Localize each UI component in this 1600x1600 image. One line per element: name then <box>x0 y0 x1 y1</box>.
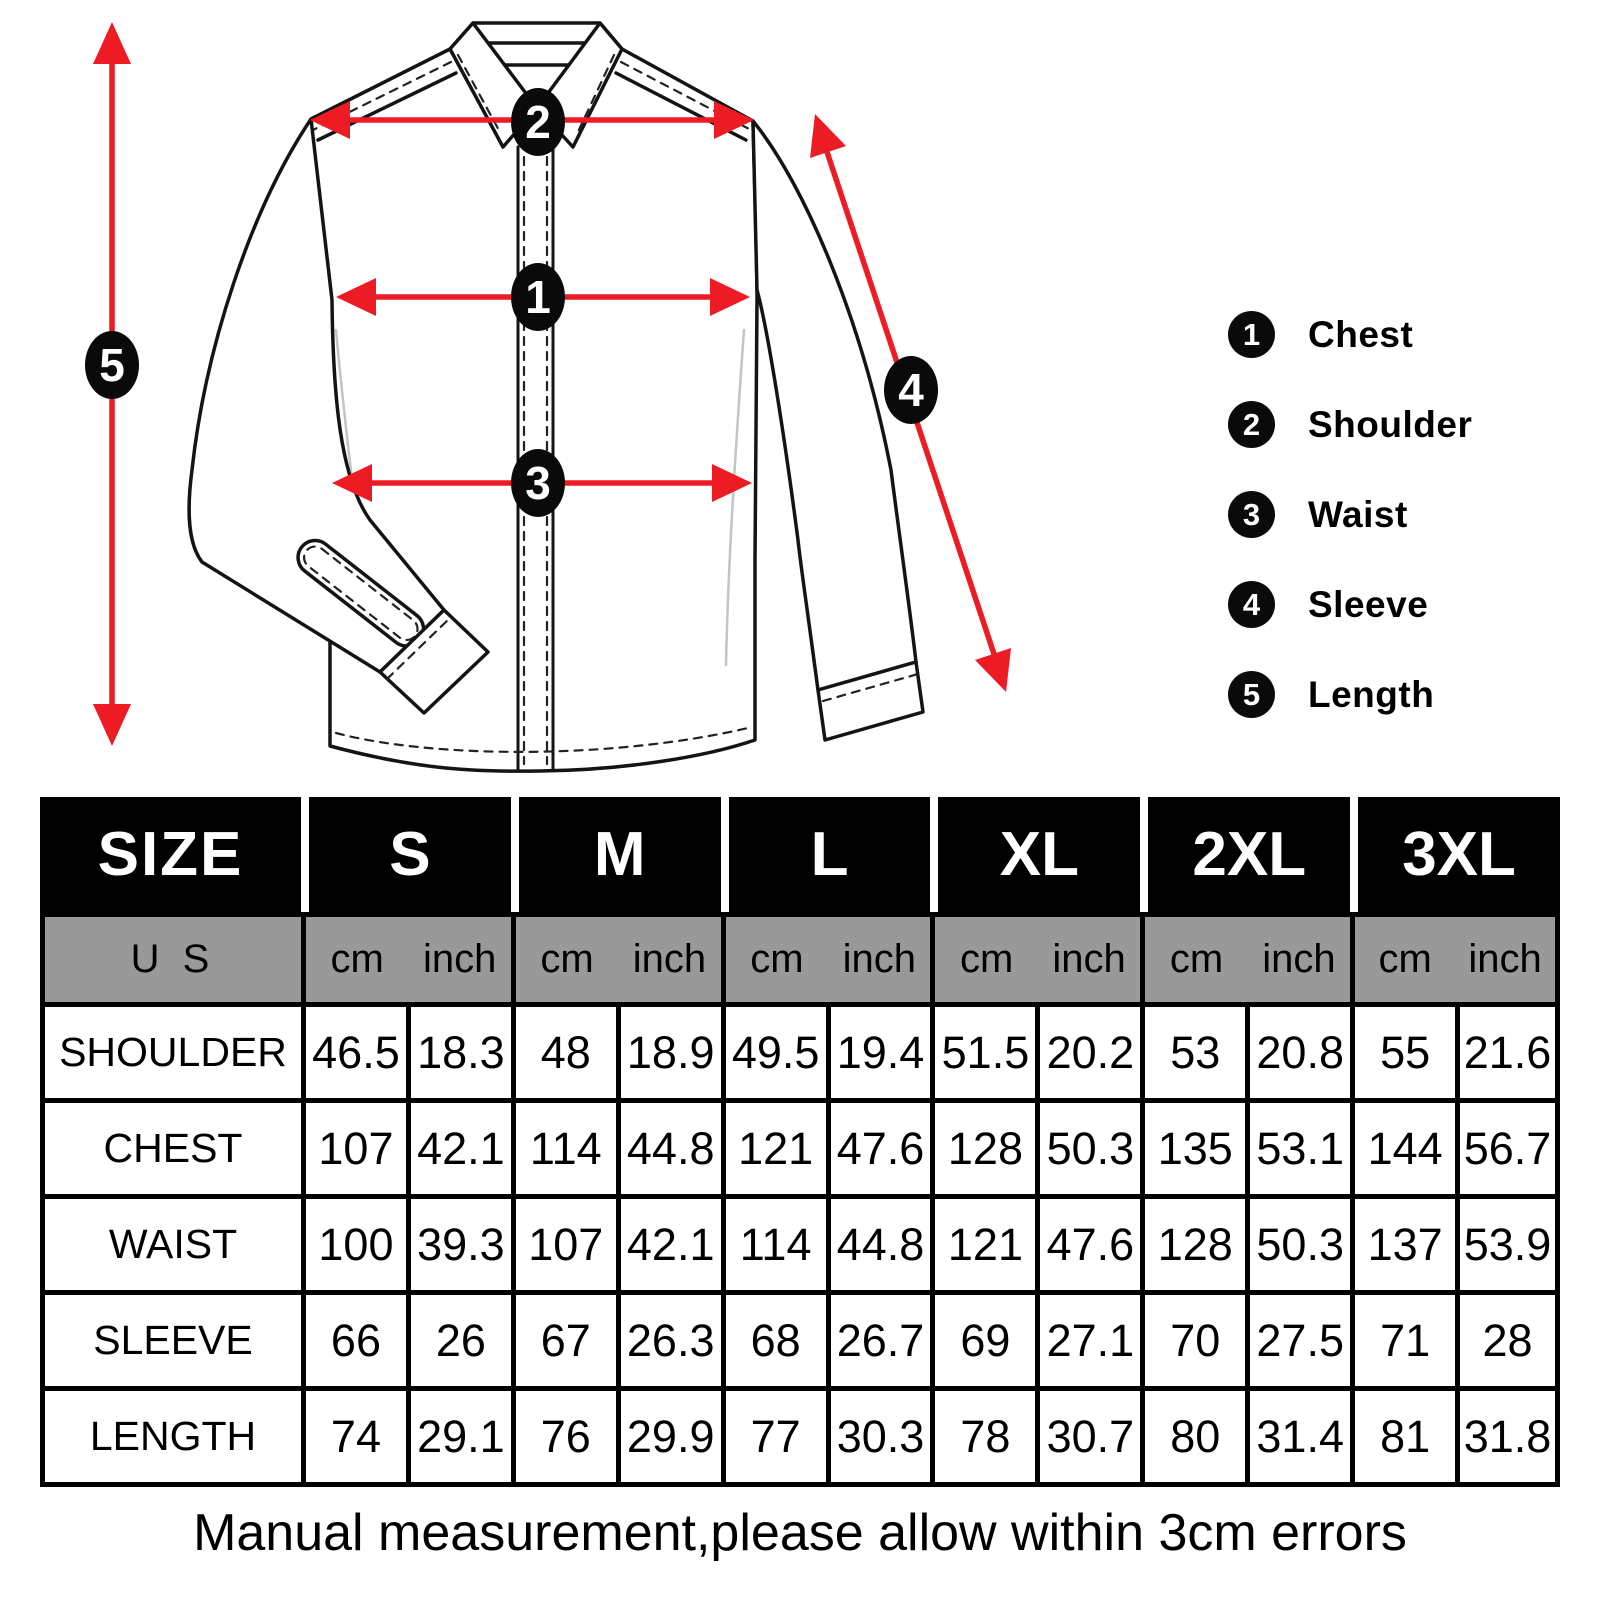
value-cell: 20.2 <box>1035 1007 1140 1103</box>
legend-item-shoulder <box>1228 401 1472 448</box>
value-cell: 81 <box>1350 1391 1455 1487</box>
value-cell: 30.7 <box>1035 1391 1140 1487</box>
shirt-measurement-diagram <box>0 0 1600 790</box>
unit-cell-2xl <box>1140 912 1350 1007</box>
value-cell: 47.6 <box>1035 1199 1140 1295</box>
value-cell: 39.3 <box>406 1199 511 1295</box>
value-cell: 50.3 <box>1035 1103 1140 1199</box>
legend-badge-2: 2 <box>1228 401 1275 448</box>
value-cell: 68 <box>721 1295 826 1391</box>
value-cell: 42.1 <box>406 1103 511 1199</box>
value-cell: 50.3 <box>1245 1199 1350 1295</box>
size-column-header: SIZE <box>40 797 301 912</box>
unit-inch: inch <box>842 937 916 981</box>
value-cell: 29.1 <box>406 1391 511 1487</box>
marker-chest-number: 1 <box>525 271 551 323</box>
value-cell: 26.3 <box>616 1295 721 1391</box>
value-cell: 53 <box>1140 1007 1245 1103</box>
marker-length-number: 5 <box>99 339 125 391</box>
value-cell: 44.8 <box>616 1103 721 1199</box>
value-cell: 144 <box>1350 1103 1455 1199</box>
legend-badge-4: 4 <box>1228 581 1275 628</box>
value-cell: 31.4 <box>1245 1391 1350 1487</box>
row-label-waist: WAIST <box>40 1199 301 1295</box>
legend-badge-3: 3 <box>1228 491 1275 538</box>
value-cell: 18.3 <box>406 1007 511 1103</box>
unit-cell-s <box>301 912 511 1007</box>
value-cell: 137 <box>1350 1199 1455 1295</box>
value-cell: 114 <box>511 1103 616 1199</box>
legend-label-length: Length <box>1308 673 1435 715</box>
legend-label-sleeve: Sleeve <box>1308 583 1429 625</box>
value-cell: 21.6 <box>1455 1007 1560 1103</box>
legend-badge-5: 5 <box>1228 671 1275 718</box>
value-cell: 69 <box>930 1295 1035 1391</box>
value-cell: 53.1 <box>1245 1103 1350 1199</box>
unit-cell-3xl <box>1350 912 1560 1007</box>
unit-cm: cm <box>1378 937 1432 981</box>
unit-inch: inch <box>1262 937 1336 981</box>
marker-waist <box>511 449 565 517</box>
value-cell: 27.5 <box>1245 1295 1350 1391</box>
value-cell: 71 <box>1350 1295 1455 1391</box>
size-header-l: L <box>721 797 931 912</box>
region-label: U S <box>40 912 301 1007</box>
value-cell: 19.4 <box>826 1007 931 1103</box>
value-cell: 44.8 <box>826 1199 931 1295</box>
size-header-2xl: 2XL <box>1140 797 1350 912</box>
row-label-shoulder: SHOULDER <box>40 1007 301 1103</box>
value-cell: 55 <box>1350 1007 1455 1103</box>
unit-cm: cm <box>1169 937 1224 981</box>
value-cell: 70 <box>1140 1295 1245 1391</box>
value-cell: 135 <box>1140 1103 1245 1199</box>
unit-cm: cm <box>960 937 1014 981</box>
unit-cell-xl <box>930 912 1140 1007</box>
unit-cell-l <box>721 912 931 1007</box>
value-cell: 107 <box>511 1199 616 1295</box>
size-table <box>40 797 1560 1487</box>
marker-chest <box>511 263 565 331</box>
value-cell: 56.7 <box>1455 1103 1560 1199</box>
marker-sleeve-number: 4 <box>898 364 924 416</box>
value-cell: 47.6 <box>826 1103 931 1199</box>
marker-waist-number: 3 <box>525 457 551 509</box>
legend-label-chest: Chest <box>1308 313 1414 355</box>
size-header-3xl: 3XL <box>1350 797 1560 912</box>
marker-shoulder-number: 2 <box>525 96 551 148</box>
value-cell: 31.8 <box>1455 1391 1560 1487</box>
legend-label-shoulder: Shoulder <box>1308 403 1473 445</box>
legend-item-sleeve <box>1228 581 1472 628</box>
value-cell: 42.1 <box>616 1199 721 1295</box>
value-cell: 27.1 <box>1035 1295 1140 1391</box>
legend-badge-1: 1 <box>1228 311 1275 358</box>
value-cell: 114 <box>721 1199 826 1295</box>
value-cell: 49.5 <box>721 1007 826 1103</box>
value-cell: 18.9 <box>616 1007 721 1103</box>
legend-item-length <box>1228 671 1472 718</box>
value-cell: 51.5 <box>930 1007 1035 1103</box>
legend-item-waist <box>1228 491 1472 538</box>
value-cell: 28 <box>1455 1295 1560 1391</box>
value-cell: 26.7 <box>826 1295 931 1391</box>
size-header-s: S <box>301 797 511 912</box>
value-cell: 78 <box>930 1391 1035 1487</box>
unit-cell-m <box>511 912 721 1007</box>
marker-length <box>85 331 139 399</box>
value-cell: 48 <box>511 1007 616 1103</box>
size-header-xl: XL <box>930 797 1140 912</box>
row-label-chest: CHEST <box>40 1103 301 1199</box>
value-cell: 76 <box>511 1391 616 1487</box>
value-cell: 26 <box>406 1295 511 1391</box>
unit-inch: inch <box>1052 937 1126 981</box>
unit-cm: cm <box>330 937 384 981</box>
unit-inch: inch <box>422 937 497 981</box>
row-label-sleeve: SLEEVE <box>40 1295 301 1391</box>
value-cell: 100 <box>301 1199 406 1295</box>
value-cell: 128 <box>930 1103 1035 1199</box>
marker-shoulder <box>511 88 565 156</box>
value-cell: 80 <box>1140 1391 1245 1487</box>
value-cell: 74 <box>301 1391 406 1487</box>
unit-cm: cm <box>540 937 594 981</box>
measurement-note: Manual measurement,please allow within 3cm errors <box>193 1504 1407 1562</box>
legend-label-waist: Waist <box>1308 493 1408 535</box>
value-cell: 77 <box>721 1391 826 1487</box>
unit-inch: inch <box>632 937 707 981</box>
row-label-length: LENGTH <box>40 1391 301 1487</box>
value-cell: 46.5 <box>301 1007 406 1103</box>
value-cell: 67 <box>511 1295 616 1391</box>
value-cell: 20.8 <box>1245 1007 1350 1103</box>
marker-sleeve <box>884 356 938 424</box>
unit-inch: inch <box>1468 937 1542 981</box>
legend-item-chest <box>1228 311 1472 358</box>
value-cell: 121 <box>930 1199 1035 1295</box>
measurement-legend <box>1228 311 1472 718</box>
value-cell: 66 <box>301 1295 406 1391</box>
value-cell: 30.3 <box>826 1391 931 1487</box>
value-cell: 107 <box>301 1103 406 1199</box>
value-cell: 121 <box>721 1103 826 1199</box>
value-cell: 29.9 <box>616 1391 721 1487</box>
unit-cm: cm <box>750 937 804 981</box>
value-cell: 128 <box>1140 1199 1245 1295</box>
value-cell: 53.9 <box>1455 1199 1560 1295</box>
size-header-m: M <box>511 797 721 912</box>
